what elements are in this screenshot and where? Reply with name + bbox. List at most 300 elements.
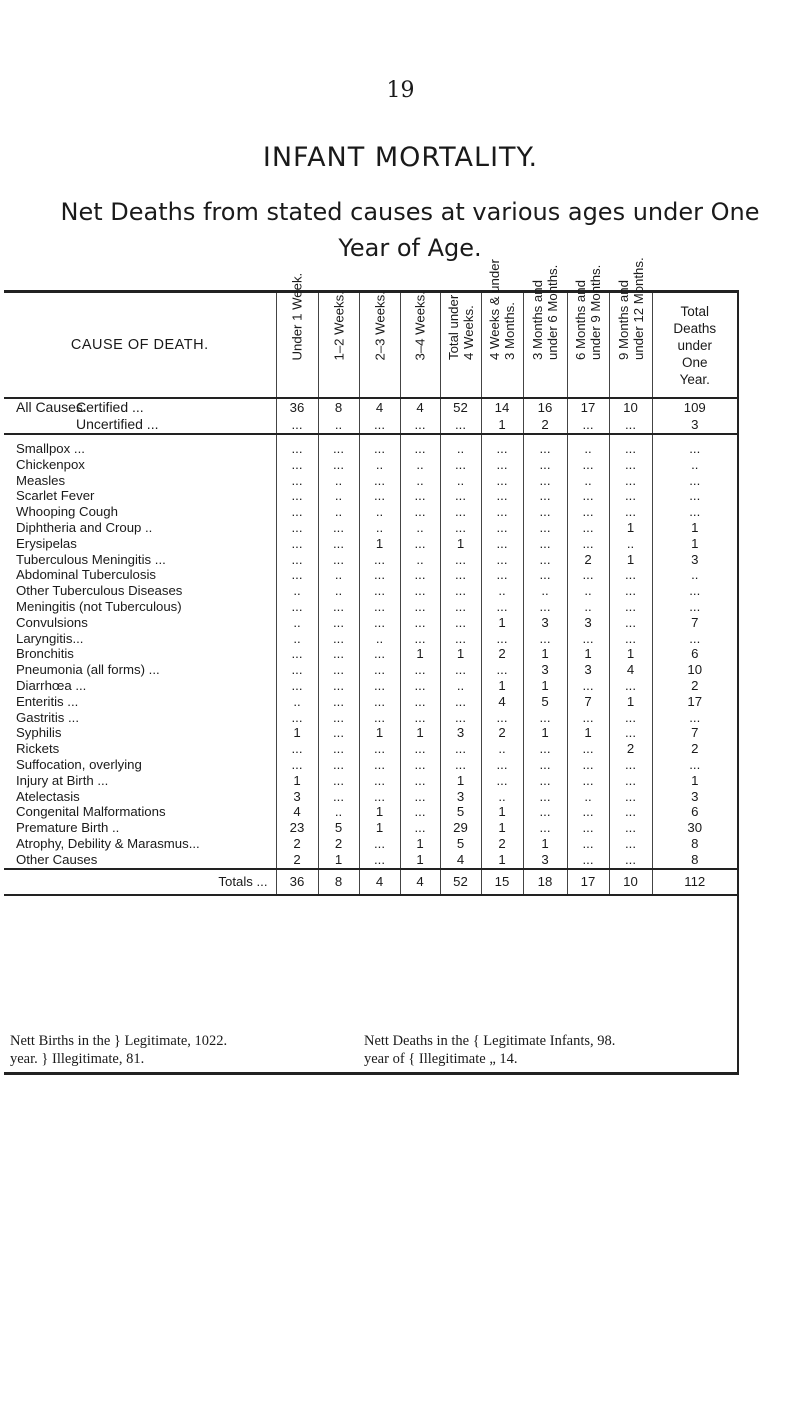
value-cell: ... [400,488,440,504]
table-row [4,473,737,489]
all-causes-section [4,398,737,434]
cause-label: Other Tuberculous Diseases [4,583,276,599]
table-row [4,773,737,789]
value-cell: .. [276,583,318,599]
value-cell: 1 [523,646,567,662]
value-cell: .. [318,504,359,520]
value-cell: ... [318,741,359,757]
table-row [4,615,737,631]
value-cell: ... [609,416,652,434]
value-cell: ... [359,473,400,489]
cause-label: Bronchitis [4,646,276,662]
value-cell: ... [359,710,400,726]
value-cell: ... [689,504,701,520]
value-cell: ... [609,631,652,647]
table-row [4,852,737,869]
causes-section [4,434,737,869]
value-cell: 10 [687,662,703,678]
table-row [4,488,737,504]
value-cell: ... [523,488,567,504]
col-header-3-6-months: 3 Months and under 6 Months. [523,292,567,399]
value-cell: ... [609,789,652,805]
value-cell: 16 [523,398,567,416]
value-cell: 1 [609,520,652,536]
value-cell: ... [609,583,652,599]
value-cell: ... [567,488,609,504]
table-row [4,504,737,520]
value-cell: 5 [440,804,481,820]
cause-label: Rickets [4,741,276,757]
value-cell: 2 [523,416,567,434]
table-row [4,599,737,615]
value-cell: .. [567,473,609,489]
value-cell: ... [276,520,318,536]
total-value-cell: 112 [652,869,737,895]
col-header-9-12-months: 9 Months and under 12 Months. [609,292,652,399]
totals-row [4,869,737,895]
value-cell: ... [440,631,481,647]
value-cell: 1 [359,820,400,836]
value-cell: ... [400,416,440,434]
value-cell: ... [276,710,318,726]
value-cell: ... [318,757,359,773]
value-cell: ... [609,488,652,504]
value-cell: 1 [567,725,609,741]
table-row [4,789,737,805]
col-header-4-weeks-3-months: 4 Weeks & under 3 Months. [481,292,523,399]
total-value-cell: 18 [523,869,567,895]
value-cell: 1 [481,852,523,869]
all-causes-row [4,398,737,416]
value-cell: 1 [359,804,400,820]
value-cell: ... [318,434,359,457]
value-cell: ... [567,416,609,434]
col-header-2-3-weeks: 2–3 Weeks. [359,292,400,399]
value-cell: .. [523,583,567,599]
value-cell: ... [523,536,567,552]
value-cell: ... [318,536,359,552]
value-cell: ... [276,434,318,457]
value-cell: ... [276,473,318,489]
all-causes-row [4,416,737,434]
table-row [4,457,737,473]
value-cell: ... [359,583,400,599]
value-cell: ... [440,552,481,568]
cause-label: Whooping Cough [4,504,276,520]
value-cell: ... [359,789,400,805]
all-causes-label-cell [4,416,276,434]
value-cell: 1 [440,536,481,552]
table-row [4,646,737,662]
cause-label: Smallpox ... [4,434,276,457]
value-cell: ... [567,457,609,473]
value-cell: 30 [687,820,703,836]
value-cell: .. [276,694,318,710]
totals-label: Totals ... [4,869,276,895]
value-cell: .. [318,488,359,504]
value-cell: ... [400,662,440,678]
value-cell: ... [318,789,359,805]
value-cell: .. [691,456,699,472]
nett-births-line-2: year. } Illegitimate, 81. [10,1051,145,1067]
value-cell: ... [318,599,359,615]
cause-label: Scarlet Fever [4,488,276,504]
value-cell: ... [359,694,400,710]
value-cell: ... [689,598,701,614]
value-cell: .. [318,583,359,599]
value-cell: ... [400,694,440,710]
value-cell: 7 [691,725,699,741]
value-cell: 29 [440,820,481,836]
value-cell: ... [481,434,523,457]
all-causes-label-cell [4,398,276,416]
value-cell: ... [318,631,359,647]
cause-label: Pneumonia (all forms) ... [4,662,276,678]
value-cell: ... [609,836,652,852]
value-cell: ... [481,599,523,615]
value-cell: ... [567,520,609,536]
value-cell: .. [567,434,609,457]
value-cell: 23 [276,820,318,836]
value-cell: ... [523,631,567,647]
total-value-cell: 52 [440,869,481,895]
value-cell: ... [318,552,359,568]
cause-label: Syphilis [4,725,276,741]
certification-label: Uncertified ... [76,416,159,432]
cause-label: Atrophy, Debility & Marasmus... [4,836,276,852]
value-cell: .. [400,473,440,489]
page-subtitle: Net Deaths from stated causes at various ages under One Year of Age. [60,198,760,262]
value-cell: 1 [691,535,699,551]
value-cell: 4 [440,852,481,869]
value-cell: ... [276,599,318,615]
value-cell: ... [609,725,652,741]
table-row [4,552,737,568]
table-row [4,583,737,599]
value-cell: .. [359,457,400,473]
value-cell: ... [609,773,652,789]
value-cell: 14 [481,398,523,416]
value-cell: ... [276,552,318,568]
value-cell: .. [567,599,609,615]
table-row [4,631,737,647]
cause-label: Abdominal Tuberculosis [4,567,276,583]
table-row [4,804,737,820]
page-number: 19 [386,78,415,103]
value-cell: ... [276,488,318,504]
value-cell: 4 [359,398,400,416]
value-cell: ... [359,757,400,773]
value-cell: ... [567,804,609,820]
value-cell: ... [523,599,567,615]
value-cell: 1 [523,725,567,741]
value-cell: ... [276,416,318,434]
value-cell: ... [400,536,440,552]
value-cell: ... [481,520,523,536]
value-cell: 5 [523,694,567,710]
value-cell: ... [359,678,400,694]
nett-deaths-line-2: year of { Illegitimate „ 14. [364,1051,518,1067]
mortality-table-wrapper [4,257,737,896]
value-cell: 2 [691,741,699,757]
table-row [4,567,737,583]
cause-label: Congenital Malformations [4,804,276,820]
value-cell: ... [609,615,652,631]
value-cell: .. [400,552,440,568]
value-cell: .. [318,473,359,489]
col-header-total-under-one-year: Total Deaths under One Year. [652,292,737,399]
value-cell: ... [318,615,359,631]
col-header-6-9-months: 6 Months and under 9 Months. [567,292,609,399]
value-cell: ... [567,836,609,852]
table-row [4,694,737,710]
value-cell: ... [400,615,440,631]
cause-label: Diarrhœa ... [4,678,276,694]
value-cell: ... [276,662,318,678]
value-cell: 8 [318,398,359,416]
value-cell: 2 [609,741,652,757]
value-cell: ... [440,457,481,473]
col-header-1-2-weeks: 1–2 Weeks. [318,292,359,399]
value-cell: 3 [567,662,609,678]
cause-label: Gastritis ... [4,710,276,726]
value-cell: ... [318,725,359,741]
value-cell: 1 [691,772,699,788]
table-row [4,678,737,694]
value-cell: ... [481,552,523,568]
value-cell: ... [359,741,400,757]
value-cell: ... [567,820,609,836]
value-cell: ... [689,472,701,488]
value-cell: ... [609,434,652,457]
cause-label: Diphtheria and Croup .. [4,520,276,536]
value-cell: 2 [481,836,523,852]
value-cell: ... [481,710,523,726]
value-cell: ... [318,457,359,473]
value-cell: ... [609,820,652,836]
value-cell: ... [440,488,481,504]
value-cell: ... [276,457,318,473]
value-cell: ... [359,773,400,789]
value-cell: ... [523,789,567,805]
value-cell: ... [523,552,567,568]
table-row [4,757,737,773]
footer-bottom-rule [4,1072,737,1075]
value-cell: ... [359,434,400,457]
value-cell: 6 [691,646,699,662]
value-cell: 8 [691,835,699,851]
value-cell: ... [400,820,440,836]
value-cell: 17 [567,398,609,416]
value-cell: 6 [691,804,699,820]
value-cell: 1 [359,536,400,552]
value-cell: ... [523,773,567,789]
value-cell: .. [276,631,318,647]
value-cell: 1 [523,836,567,852]
value-cell: ... [318,694,359,710]
value-cell: ... [440,567,481,583]
value-cell: ... [481,536,523,552]
value-cell: 3 [691,788,699,804]
value-cell: ... [400,804,440,820]
value-cell: 8 [691,851,699,867]
value-cell: ... [318,678,359,694]
value-cell: ... [440,741,481,757]
cause-label: Measles [4,473,276,489]
value-cell: ... [276,646,318,662]
table-row [4,725,737,741]
total-value-cell: 17 [567,869,609,895]
value-cell: 1 [481,615,523,631]
value-cell: 1 [567,646,609,662]
cause-label: Injury at Birth ... [4,773,276,789]
value-cell: 2 [276,852,318,869]
value-cell: 52 [440,398,481,416]
value-cell: ... [523,757,567,773]
table-row [4,710,737,726]
value-cell: 2 [276,836,318,852]
col-header-3-4-weeks: 3–4 Weeks. [400,292,440,399]
value-cell: .. [318,567,359,583]
value-cell: 1 [691,519,699,535]
births-deaths-footer [10,1032,736,1068]
value-cell: .. [318,416,359,434]
table-right-rule [737,290,739,1075]
value-cell: ... [609,599,652,615]
value-cell: ... [440,504,481,520]
nett-deaths-line-1: Nett Deaths in the { Legitimate Infants, 98. [364,1033,616,1049]
total-value-cell: 15 [481,869,523,895]
value-cell: 10 [609,398,652,416]
value-cell: ... [689,441,701,456]
value-cell: ... [567,710,609,726]
value-cell: 1 [609,552,652,568]
value-cell: ... [400,678,440,694]
value-cell: ... [481,631,523,647]
total-value-cell: 4 [400,869,440,895]
value-cell: ... [567,631,609,647]
value-cell: ... [567,773,609,789]
value-cell: 1 [400,852,440,869]
value-cell: ... [276,757,318,773]
value-cell: ... [440,662,481,678]
value-cell: ... [359,552,400,568]
value-cell: .. [567,583,609,599]
value-cell: ... [609,852,652,869]
mortality-table [4,257,737,896]
value-cell: ... [359,488,400,504]
table-row [4,820,737,836]
cause-label: Atelectasis [4,789,276,805]
value-cell: ... [359,599,400,615]
value-cell: ... [359,416,400,434]
value-cell: ... [400,599,440,615]
value-cell: .. [481,583,523,599]
value-cell: ... [523,567,567,583]
value-cell: 1 [481,678,523,694]
table-row [4,434,737,457]
value-cell: 109 [683,400,706,415]
value-cell: ... [400,631,440,647]
value-cell: 1 [440,773,481,789]
value-cell: 5 [318,820,359,836]
value-cell: ... [481,757,523,773]
value-cell: 2 [691,677,699,693]
col-header-total-under-4-weeks: Total under 4 Weeks. [440,292,481,399]
value-cell: .. [440,473,481,489]
value-cell: ... [318,520,359,536]
value-cell: ... [567,741,609,757]
value-cell: 4 [276,804,318,820]
value-cell: 3 [276,789,318,805]
value-cell: 7 [691,614,699,630]
value-cell: ... [481,488,523,504]
value-cell: ... [567,678,609,694]
value-cell: ... [523,710,567,726]
value-cell: ... [359,852,400,869]
value-cell: .. [318,804,359,820]
value-cell: 2 [318,836,359,852]
value-cell: .. [400,520,440,536]
value-cell: ... [609,710,652,726]
value-cell: .. [359,631,400,647]
value-cell: ... [609,678,652,694]
value-cell: 3 [523,615,567,631]
value-cell: .. [609,536,652,552]
value-cell: ... [689,756,701,772]
total-value-cell: 36 [276,869,318,895]
table-row [4,536,737,552]
value-cell: ... [276,536,318,552]
value-cell: 17 [687,693,703,709]
value-cell: .. [359,520,400,536]
value-cell: 1 [400,646,440,662]
value-cell: 1 [276,725,318,741]
value-cell: ... [609,567,652,583]
value-cell: ... [440,615,481,631]
value-cell: .. [400,457,440,473]
nett-births-line-1: Nett Births in the } Legitimate, 1022. [10,1033,228,1049]
value-cell: ... [400,789,440,805]
total-value-cell: 10 [609,869,652,895]
value-cell: ... [523,804,567,820]
value-cell: ... [318,710,359,726]
value-cell: 4 [609,662,652,678]
col-header-under-1-week: Under 1 Week. [276,292,318,399]
value-cell: ... [359,646,400,662]
cause-label: Tuberculous Meningitis ... [4,552,276,568]
value-cell: ... [567,567,609,583]
table-row [4,741,737,757]
value-cell: ... [440,710,481,726]
value-cell: .. [276,615,318,631]
table-row [4,836,737,852]
value-cell: 1 [400,836,440,852]
value-cell: ... [609,804,652,820]
value-cell: ... [609,504,652,520]
total-value-cell: 8 [318,869,359,895]
totals-section [4,869,737,895]
value-cell: 2 [481,725,523,741]
value-cell: ... [359,567,400,583]
value-cell: ... [567,757,609,773]
value-cell: ... [481,504,523,520]
value-cell: 1 [523,678,567,694]
value-cell: ... [400,504,440,520]
header-row [4,292,737,399]
certification-label: Certified ... [76,399,144,415]
cause-label: Suffocation, overlying [4,757,276,773]
